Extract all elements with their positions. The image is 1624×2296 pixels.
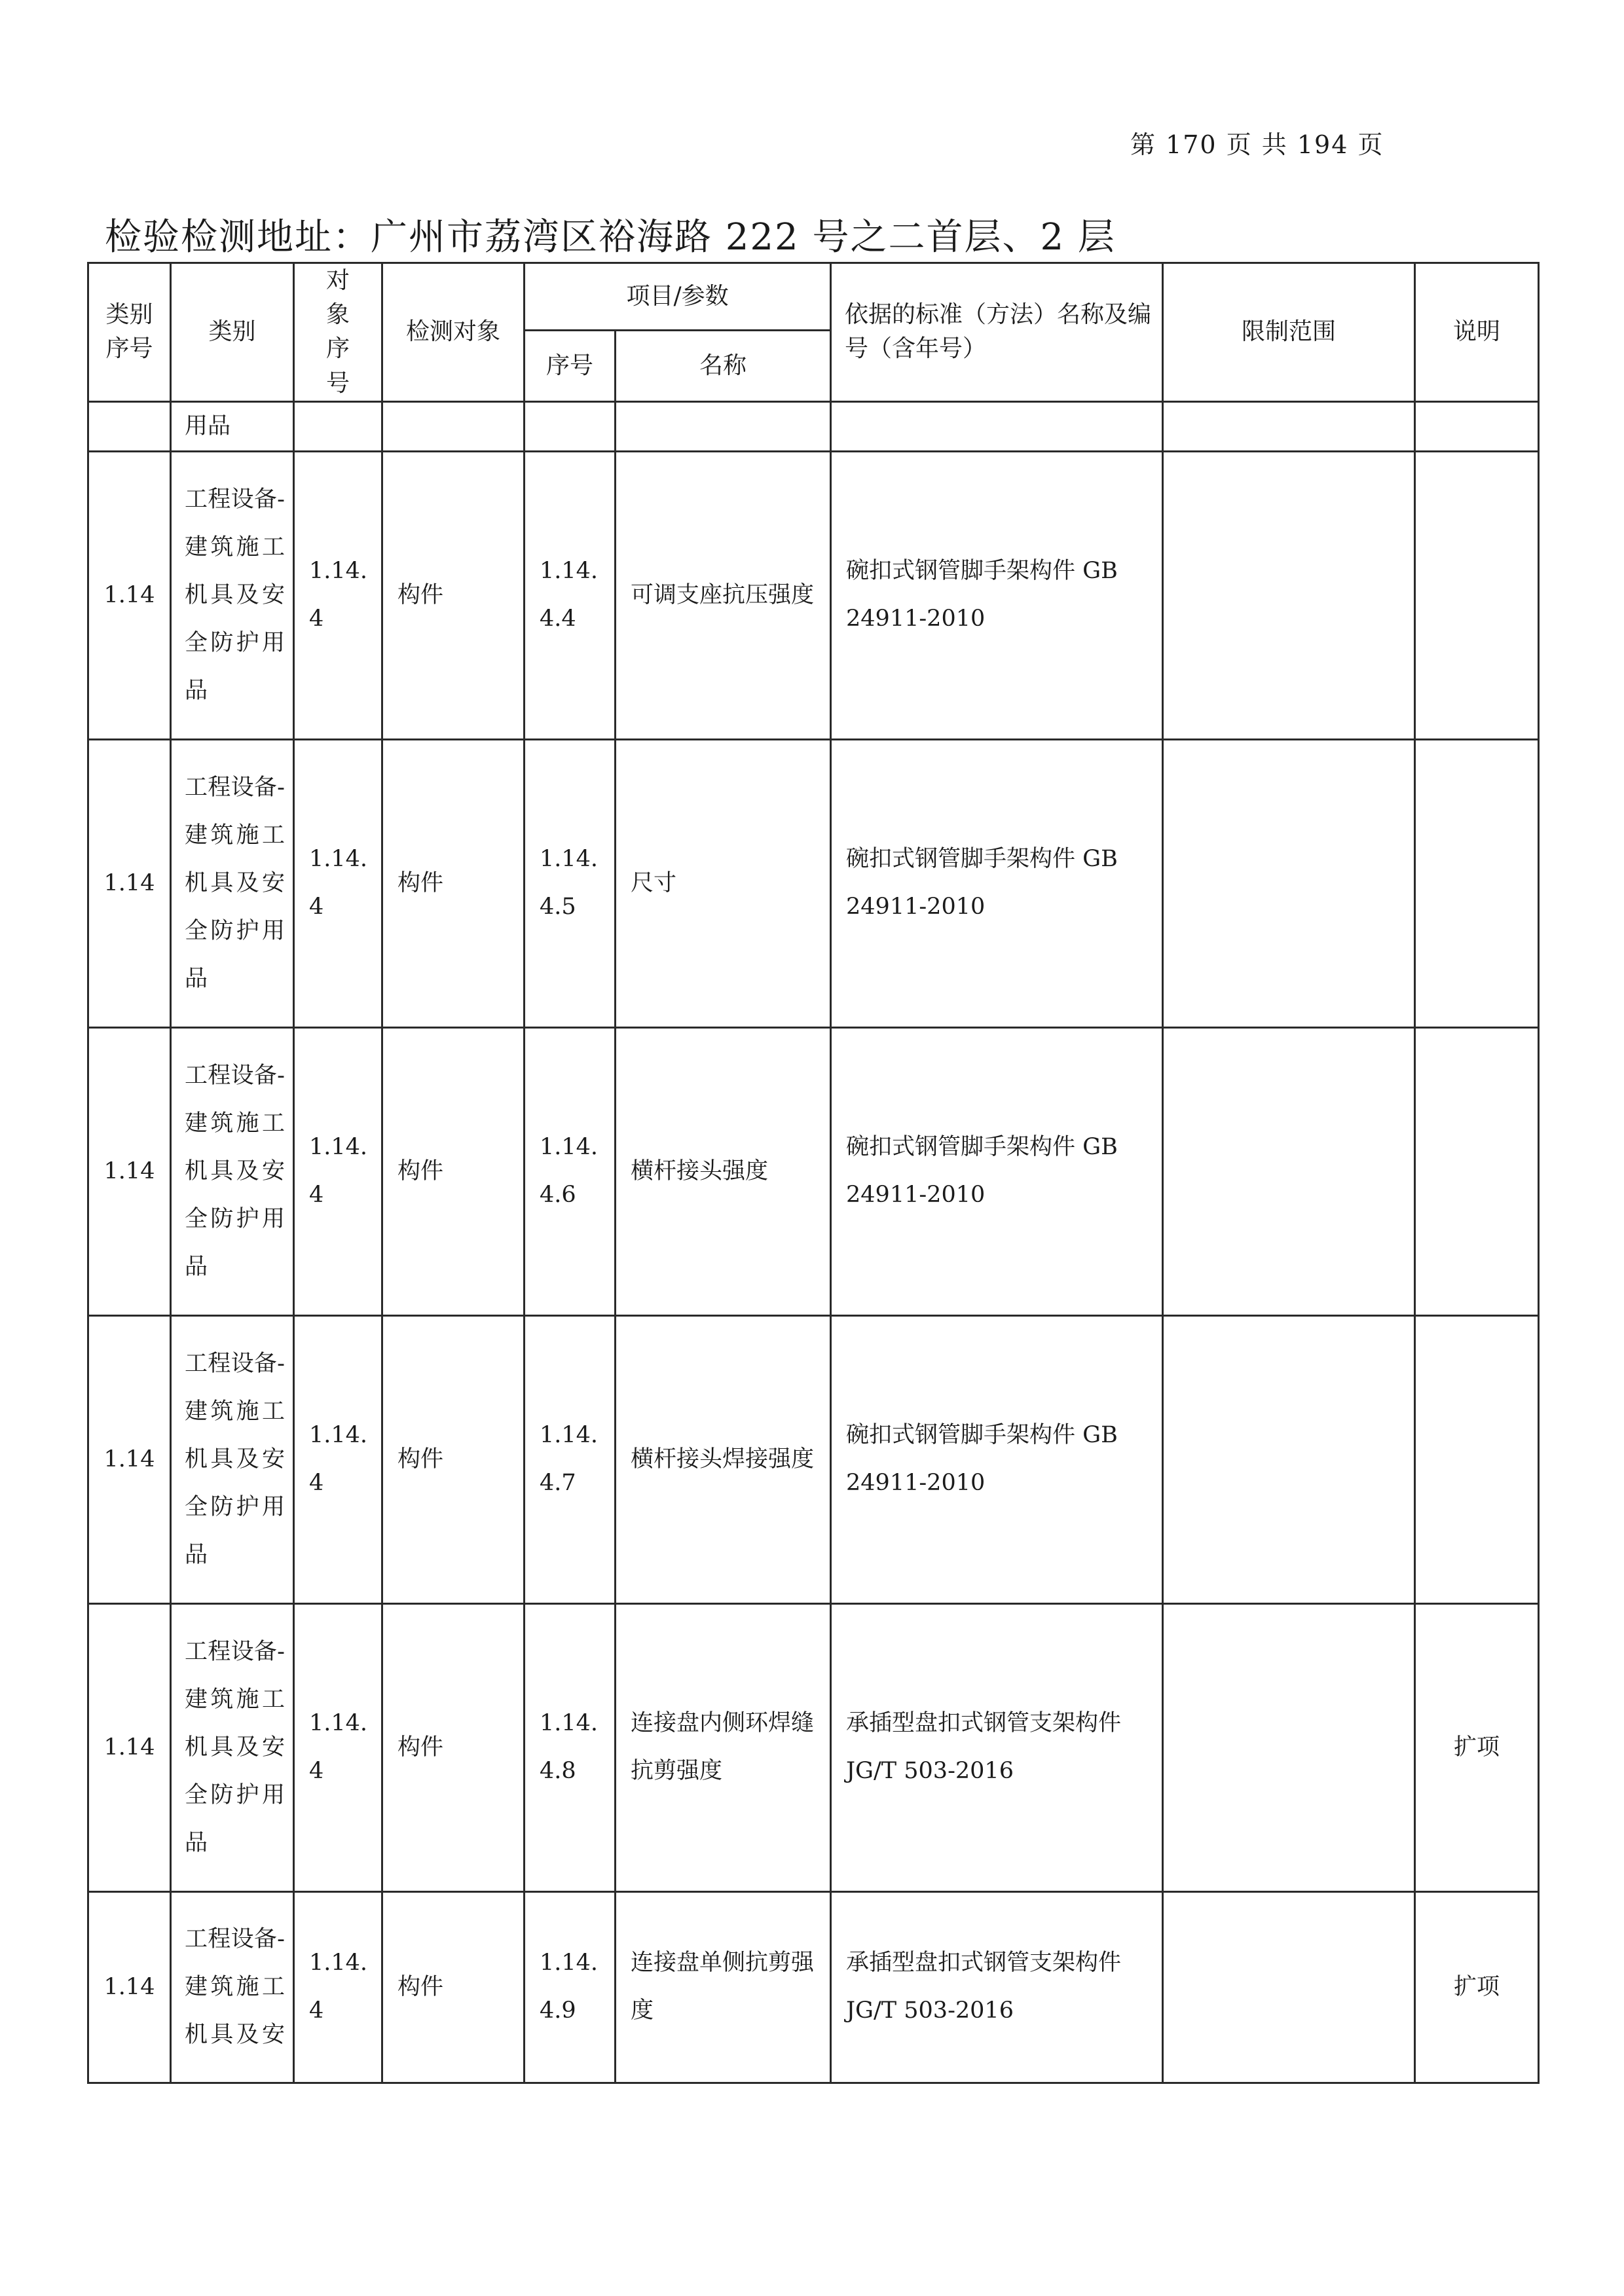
category-cell: 工程设备-建筑施工机具及安全防护用品 bbox=[171, 739, 294, 1027]
note-cell: 扩项 bbox=[1415, 1891, 1539, 2083]
table-row bbox=[88, 1891, 1539, 2083]
category-no-cell: 1.14 bbox=[88, 739, 171, 1027]
item-no-cell: 1.14.4.9 bbox=[525, 1891, 616, 2083]
object-cell: 构件 bbox=[382, 1603, 525, 1891]
category-continuation: 用品 bbox=[171, 401, 294, 451]
item-name-cell: 横杆接头焊接强度 bbox=[616, 1315, 831, 1603]
limit-cell bbox=[1163, 739, 1415, 1027]
note-cell bbox=[1415, 1027, 1539, 1315]
category-cell: 工程设备-建筑施工机具及安全防护用品 bbox=[171, 1603, 294, 1891]
note-cell bbox=[1415, 739, 1539, 1027]
category-cell: 工程设备-建筑施工机具及安全防护用品 bbox=[171, 451, 294, 739]
item-no-cell: 1.14.4.7 bbox=[525, 1315, 616, 1603]
limit-cell bbox=[1163, 1027, 1415, 1315]
limit-cell bbox=[1163, 1603, 1415, 1891]
object-cell: 构件 bbox=[382, 451, 525, 739]
category-no-cell: 1.14 bbox=[88, 1027, 171, 1315]
category-no-cell: 1.14 bbox=[88, 1315, 171, 1603]
category-no-cell: 1.14 bbox=[88, 1603, 171, 1891]
object-no-cell: 1.14.4 bbox=[294, 1027, 382, 1315]
standard-cell: 承插型盘扣式钢管支架构件 JG/T 503-2016 bbox=[831, 1891, 1163, 2083]
item-name-cell: 横杆接头强度 bbox=[616, 1027, 831, 1315]
header-item-name: 名称 bbox=[616, 330, 831, 401]
header-item-group: 项目/参数 bbox=[525, 263, 831, 331]
testing-address: 检验检测地址：广州市荔湾区裕海路 222 号之二首层、2 层 bbox=[105, 216, 1116, 259]
item-name-cell: 连接盘单侧抗剪强度 bbox=[616, 1891, 831, 2083]
standard-cell: 碗扣式钢管脚手架构件 GB 24911-2010 bbox=[831, 1315, 1163, 1603]
object-cell: 构件 bbox=[382, 1315, 525, 1603]
standard-cell: 承插型盘扣式钢管支架构件 JG/T 503-2016 bbox=[831, 1603, 1163, 1891]
table-row bbox=[88, 451, 1539, 739]
limit-cell bbox=[1163, 451, 1415, 739]
item-no-cell: 1.14.4.6 bbox=[525, 1027, 616, 1315]
limit-cell bbox=[1163, 1315, 1415, 1603]
header-category-no: 类别序号 bbox=[88, 263, 171, 402]
item-no-cell: 1.14.4.8 bbox=[525, 1603, 616, 1891]
header-limit: 限制范围 bbox=[1163, 263, 1415, 402]
category-no-cell: 1.14 bbox=[88, 451, 171, 739]
object-no-cell: 1.14.4 bbox=[294, 1603, 382, 1891]
category-cell: 工程设备-建筑施工机具及安 bbox=[171, 1891, 294, 2083]
note-cell: 扩项 bbox=[1415, 1603, 1539, 1891]
header-object: 检测对象 bbox=[382, 263, 525, 402]
item-name-cell: 可调支座抗压强度 bbox=[616, 451, 831, 739]
object-no-cell: 1.14.4 bbox=[294, 739, 382, 1027]
item-name-cell: 尺寸 bbox=[616, 739, 831, 1027]
object-no-cell: 1.14.4 bbox=[294, 1315, 382, 1603]
table-row bbox=[88, 1315, 1539, 1603]
table-row bbox=[88, 1603, 1539, 1891]
category-cell: 工程设备-建筑施工机具及安全防护用品 bbox=[171, 1315, 294, 1603]
header-object-no: 对象序号 bbox=[294, 263, 382, 402]
object-cell: 构件 bbox=[382, 739, 525, 1027]
object-cell: 构件 bbox=[382, 1891, 525, 2083]
note-cell bbox=[1415, 451, 1539, 739]
standard-cell: 碗扣式钢管脚手架构件 GB 24911-2010 bbox=[831, 739, 1163, 1027]
limit-cell bbox=[1163, 1891, 1415, 2083]
scope-table bbox=[87, 262, 1540, 2084]
table-row-continuation bbox=[88, 401, 1539, 451]
header-standard: 依据的标准（方法）名称及编号（含年号） bbox=[831, 263, 1163, 402]
object-no-cell: 1.14.4 bbox=[294, 1891, 382, 2083]
header-item-no: 序号 bbox=[525, 330, 616, 401]
table-row bbox=[88, 1027, 1539, 1315]
note-cell bbox=[1415, 1315, 1539, 1603]
standard-cell: 碗扣式钢管脚手架构件 GB 24911-2010 bbox=[831, 451, 1163, 739]
standard-cell: 碗扣式钢管脚手架构件 GB 24911-2010 bbox=[831, 1027, 1163, 1315]
object-cell: 构件 bbox=[382, 1027, 525, 1315]
item-no-cell: 1.14.4.5 bbox=[525, 739, 616, 1027]
page-number: 第 170 页 共 194 页 bbox=[1130, 130, 1384, 159]
category-cell: 工程设备-建筑施工机具及安全防护用品 bbox=[171, 1027, 294, 1315]
item-no-cell: 1.14.4.4 bbox=[525, 451, 616, 739]
header-note: 说明 bbox=[1415, 263, 1539, 402]
table-row bbox=[88, 739, 1539, 1027]
header-category: 类别 bbox=[171, 263, 294, 402]
item-name-cell: 连接盘内侧环焊缝抗剪强度 bbox=[616, 1603, 831, 1891]
category-no-cell: 1.14 bbox=[88, 1891, 171, 2083]
object-no-cell: 1.14.4 bbox=[294, 451, 382, 739]
